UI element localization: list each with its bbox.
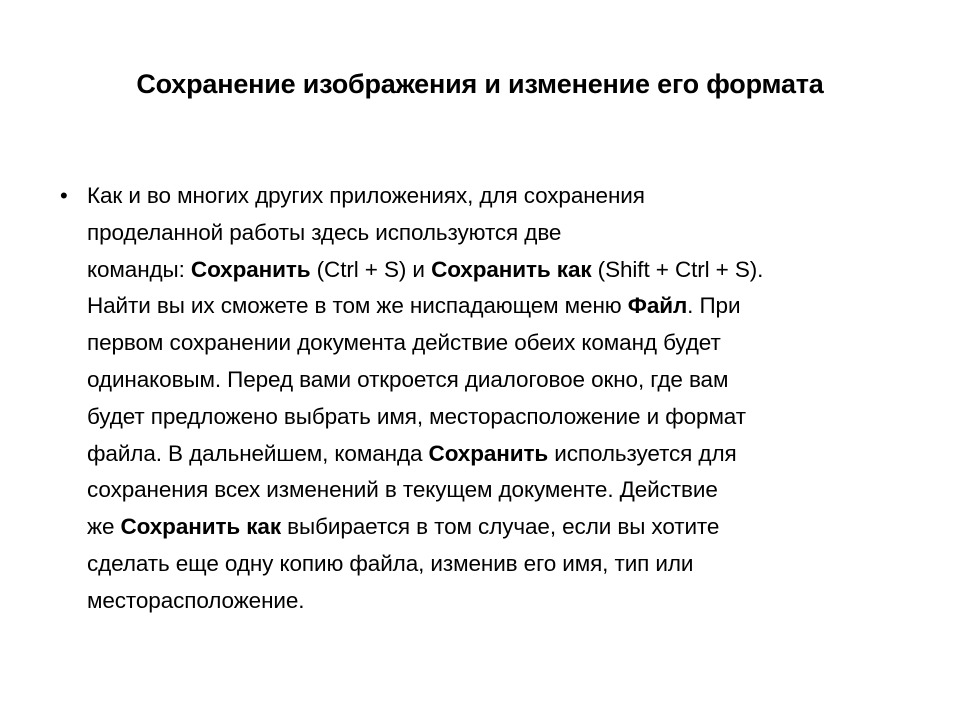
- bullet-icon: •: [60, 183, 68, 208]
- text-segment: одинаковым. Перед вами откроется диалоговое окно, где вам: [87, 366, 729, 392]
- text-line: [87, 472, 840, 509]
- text-segment: Найти вы их сможете в том же ниспадающем меню: [87, 293, 628, 319]
- text-line: [87, 288, 840, 325]
- slide-title: Сохранение изображения и изменение его формата: [136, 69, 824, 99]
- bold-term: Сохранить: [428, 440, 549, 466]
- text-line: [87, 546, 840, 583]
- text-line: [87, 178, 840, 215]
- text-segment: сделать еще одну копию файла, изменив его имя, тип или: [87, 550, 694, 576]
- text-segment: Как и во многих других приложениях, для сохранения: [87, 183, 645, 208]
- text-segment: используется для: [548, 440, 737, 466]
- text-segment: проделанной работы здесь используются две: [87, 219, 562, 245]
- text-line: [87, 362, 840, 399]
- text-segment: (Ctrl + S) и: [310, 256, 432, 282]
- text-segment: выбирается в том случае, если вы хотите: [281, 514, 720, 540]
- bold-term: Сохранить как: [431, 256, 592, 282]
- bold-term: Файл: [627, 293, 688, 319]
- bold-term: Сохранить как: [120, 514, 281, 540]
- text-line: [87, 436, 840, 473]
- text-line: [87, 583, 840, 620]
- text-segment: . При: [687, 293, 741, 319]
- text-segment: файла. В дальнейшем, команда: [87, 440, 429, 466]
- text-line: [87, 252, 840, 289]
- text-line: [87, 509, 840, 546]
- bullet-text: [87, 178, 840, 620]
- text-segment: сохранения всех изменений в текущем документе. Действие: [87, 477, 718, 503]
- text-segment: будет предложено выбрать имя, месторасположение и формат: [87, 403, 746, 429]
- text-line: [87, 325, 840, 362]
- text-segment: первом сохранении документа действие обеих команд будет: [87, 330, 721, 356]
- text-segment: месторасположение.: [87, 587, 305, 613]
- text-segment: же: [87, 514, 121, 540]
- text-segment: команды:: [87, 256, 191, 282]
- bold-term: Сохранить: [190, 256, 311, 282]
- bullet-item: [60, 178, 840, 620]
- slide-content: [60, 178, 840, 620]
- text-segment: (Shift + Ctrl + S).: [591, 256, 764, 282]
- text-line: [87, 215, 840, 252]
- text-line: [87, 399, 840, 436]
